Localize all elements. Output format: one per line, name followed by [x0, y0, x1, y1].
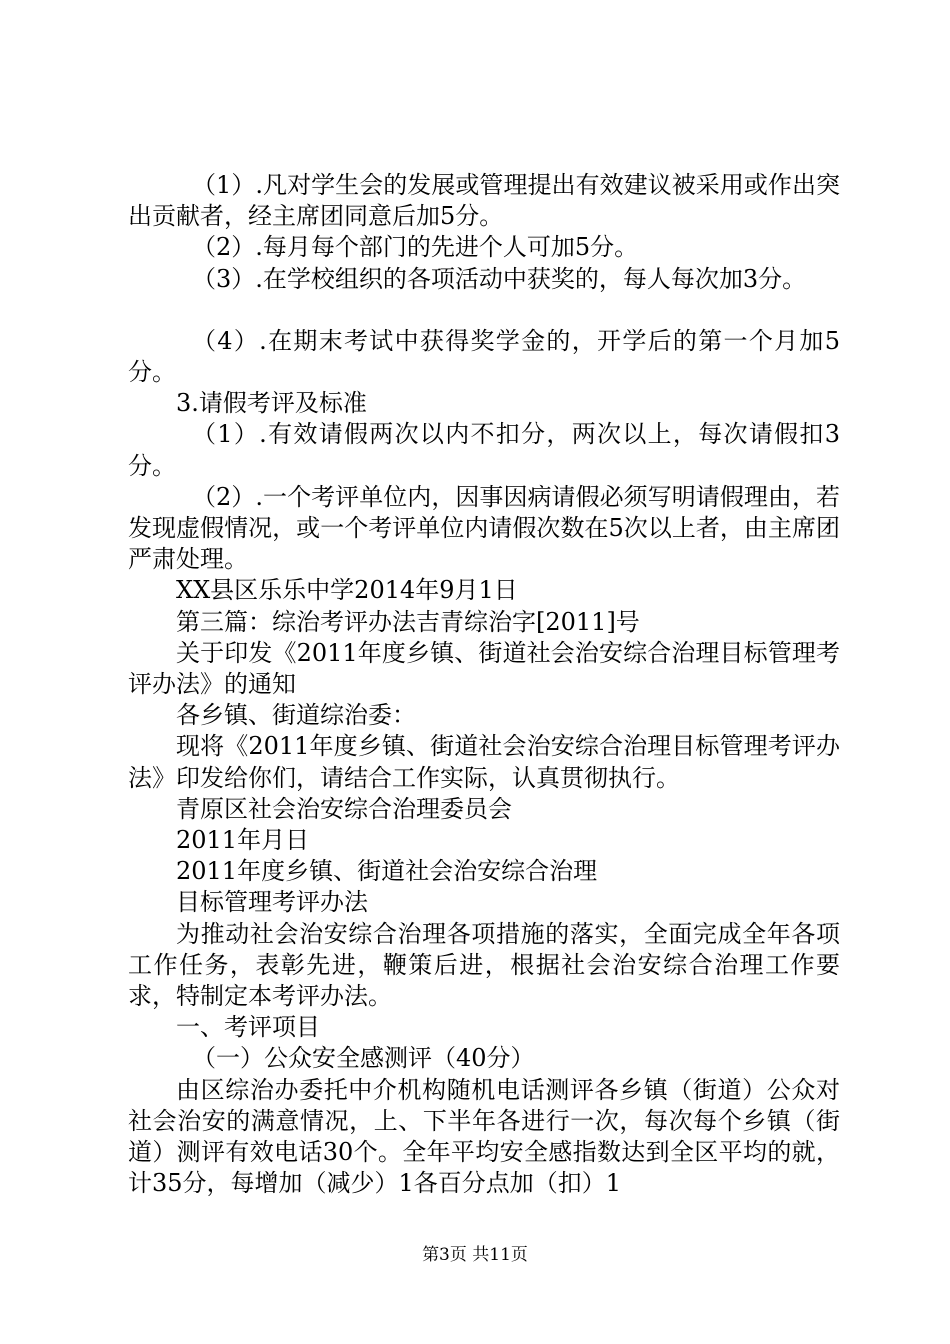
section-heading-leave: 3.请假考评及标准	[176, 389, 367, 418]
paragraph-2: （2）.每月每个部门的先进个人可加5分。	[192, 233, 639, 262]
subsection-heading-safety: （一）公众安全感测评（40分）	[192, 1044, 535, 1073]
notice-title: 关于印发《2011年度乡镇、街道社会治安综合治理目标管理考评办法》的通知	[128, 638, 840, 699]
safety-survey-text: 由区综治办委托中介机构随机电话测评各乡镇（街道）公众对社会治安的满意情况，上、下半年各进行一次，每次每个乡镇（街道）测评有效电话30个。全年平均安全感指数达到全区平均的就，计35分，每增加（减少）1各百分点加（扣）1	[128, 1075, 840, 1198]
chapter-heading: 第三篇：综治考评办法吉青综治字[2011]号	[176, 607, 640, 636]
measures-intro: 为推动社会治安综合治理各项措施的落实，全面完成全年各项工作任务，表彰先进，鞭策后进，根据社会治安综合治理工作要求，特制定本考评办法。	[128, 919, 840, 1011]
issue-date: 2011年月日	[176, 826, 310, 855]
paragraph-4: （4）.在期末考试中获得奖学金的，开学后的第一个月加5分。	[128, 326, 840, 387]
notice-body: 现将《2011年度乡镇、街道社会治安综合治理目标管理考评办法》印发给你们，请结合工作实际，认真贯彻执行。	[128, 732, 840, 792]
addressee: 各乡镇、街道综治委：	[176, 701, 416, 730]
document-body	[128, 170, 840, 1200]
paragraph-5: （1）.有效请假两次以内不扣分，两次以上，每次请假扣3分。	[128, 420, 840, 480]
section-heading-items: 一、考评项目	[176, 1013, 320, 1042]
paragraph-3: （3）.在学校组织的各项活动中获奖的，每人每次加3分。	[192, 264, 807, 293]
measures-title-line-2: 目标管理考评办法	[176, 888, 368, 917]
paragraph-1: （1）.凡对学生会的发展或管理提出有效建议被采用或作出突出贡献者，经主席团同意后加5分。	[128, 171, 840, 231]
paragraph-6: （2）.一个考评单位内，因事因病请假必须写明请假理由，若发现虚假情况，或一个考评单位内请假次数在5次以上者，由主席团严肃处理。	[128, 482, 840, 574]
measures-title-line-1: 2011年度乡镇、街道社会治安综合治理	[176, 857, 598, 886]
issuer: 青原区社会治安综合治理委员会	[176, 794, 512, 823]
page-number-footer: 第3页 共11页	[422, 1245, 528, 1265]
signature-date: XX县区乐乐中学2014年9月1日	[176, 576, 518, 605]
